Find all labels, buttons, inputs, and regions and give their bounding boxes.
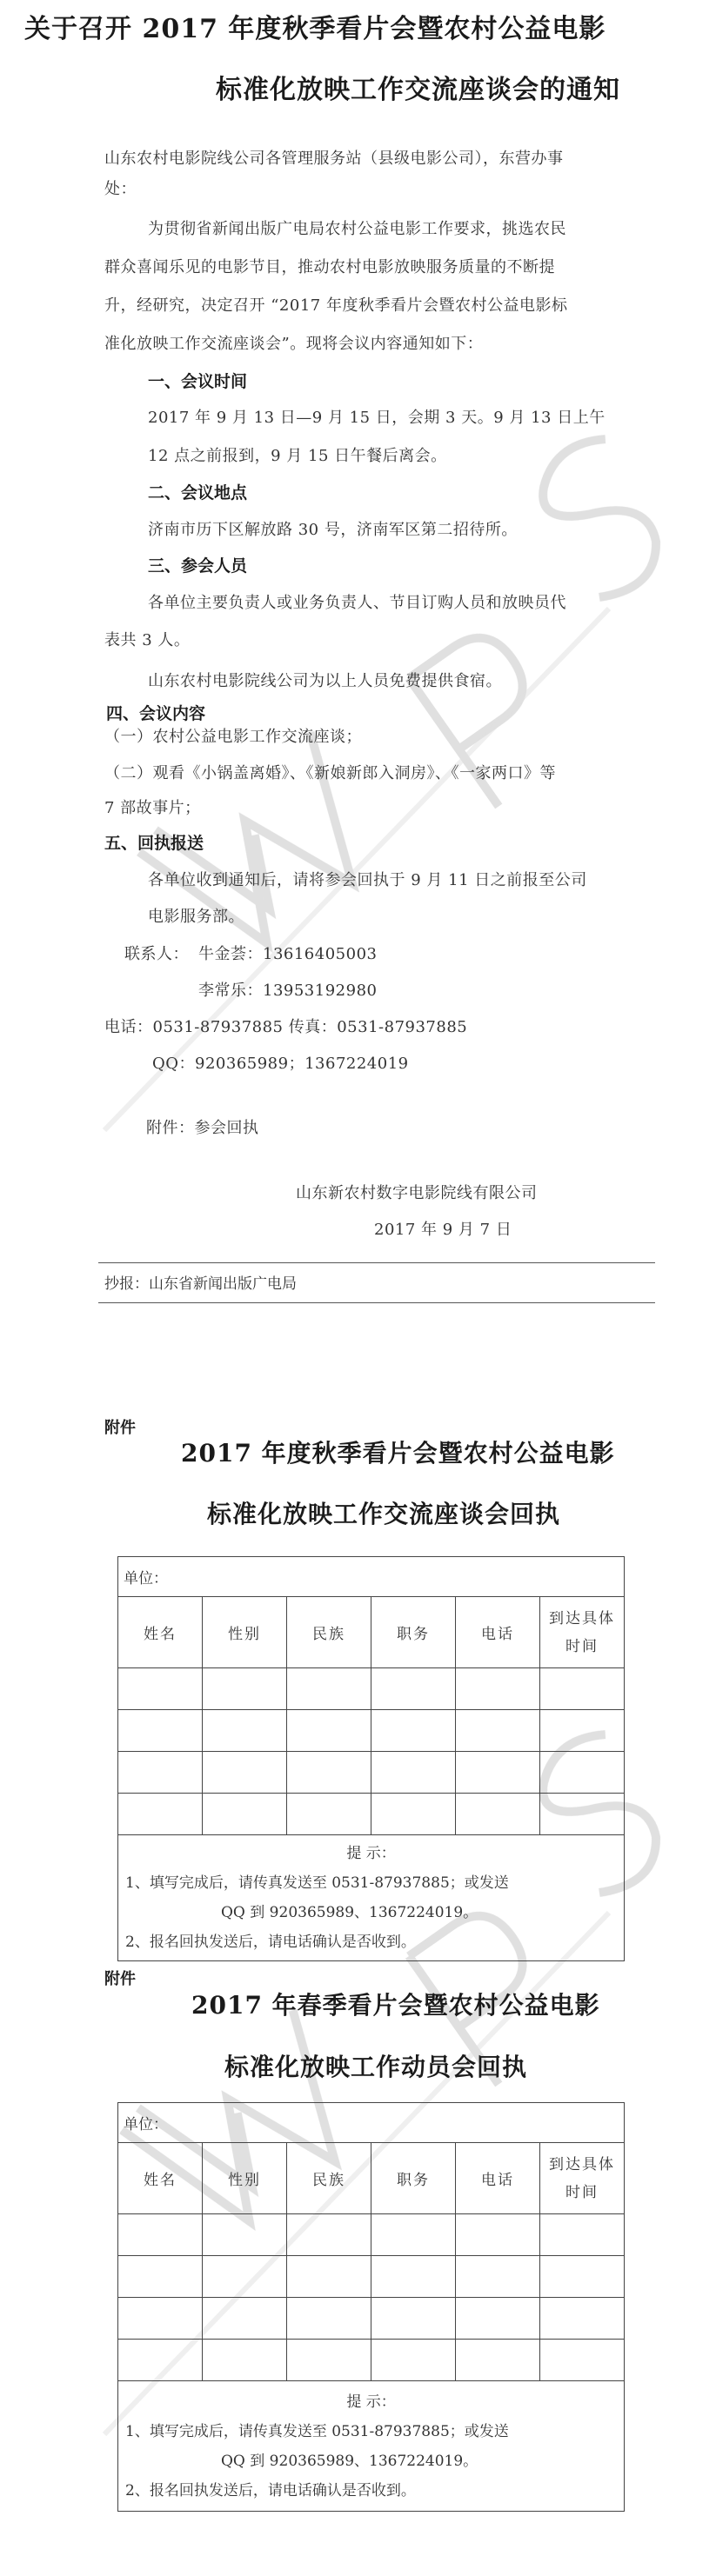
form2-cell[interactable]	[203, 2256, 287, 2298]
form2-cell[interactable]	[118, 2340, 203, 2381]
form2-cell[interactable]	[287, 2340, 371, 2381]
form2-cell[interactable]	[371, 2298, 456, 2340]
table-row	[118, 2340, 625, 2381]
form2-cell[interactable]	[371, 2214, 456, 2256]
form1-cell[interactable]	[118, 1794, 203, 1835]
form1-tips-label: 提 示：	[346, 1845, 396, 1862]
form2-cell[interactable]	[287, 2298, 371, 2340]
section-5-line1: 各单位收到通知后，请将参会回执于 9 月 11 日之前报至公司	[148, 871, 587, 889]
form2-cell[interactable]	[118, 2298, 203, 2340]
form2-cell[interactable]	[540, 2256, 625, 2298]
notice-title-line1: 关于召开 2017 年度秋季看片会暨农村公益电影	[24, 14, 606, 44]
form2-title-line2: 标准化放映工作动员会回执	[224, 2053, 528, 2081]
qq-line: QQ：920365989；1367224019	[152, 1055, 409, 1073]
section-1-line2: 12 点之前报到，9 月 15 日午餐后离会。	[148, 447, 447, 465]
signature-org: 山东新农村数字电影院线有限公司	[296, 1184, 538, 1202]
form2-cell[interactable]	[287, 2256, 371, 2298]
form1-cell[interactable]	[287, 1752, 371, 1794]
section-4-line3: 7 部故事片；	[104, 799, 201, 817]
form2-tip-2: 2、报名回执发送后，请电话确认是否收到。	[125, 2481, 416, 2499]
form2-header-position: 职务	[371, 2143, 456, 2214]
form1-tip-1: 1、填写完成后，请传真发送至 0531-87937885；或发送	[125, 1874, 509, 1892]
section-1-line1: 2017 年 9 月 13 日—9 月 15 日，会期 3 天。9 月 13 日上午	[148, 409, 606, 427]
form1-cell[interactable]	[287, 1710, 371, 1752]
form1-cell[interactable]	[540, 1794, 625, 1835]
form1-header-arrival	[540, 1597, 625, 1668]
form1-cell[interactable]	[456, 1752, 540, 1794]
section-4-line1: （一）农村公益电影工作交流座谈；	[104, 728, 362, 746]
form2-cell[interactable]	[118, 2214, 203, 2256]
form2-table	[117, 2102, 625, 2512]
section-3-line2: 表共 3 人。	[104, 631, 191, 649]
form1-cell[interactable]	[371, 1668, 456, 1710]
notice-title-line2: 标准化放映工作交流座谈会的通知	[216, 75, 620, 105]
form2-cell[interactable]	[287, 2214, 371, 2256]
form1-header-arrival-line2: 时间	[565, 1637, 599, 1655]
section-5-heading: 五、回执报送	[104, 834, 204, 853]
cc-line: 抄报：山东省新闻出版广电局	[104, 1275, 297, 1293]
form2-cell[interactable]	[456, 2298, 540, 2340]
form2-tips-cell	[118, 2381, 625, 2512]
form1-cell[interactable]	[371, 1752, 456, 1794]
form1-cell[interactable]	[203, 1710, 287, 1752]
section-5-line2: 电影服务部。	[148, 908, 244, 926]
contact-person-2: 李常乐：13953192980	[198, 982, 378, 1000]
section-2-heading: 二、会议地点	[148, 483, 248, 503]
form2-cell[interactable]	[203, 2298, 287, 2340]
form1-cell[interactable]	[371, 1710, 456, 1752]
form2-header-name: 姓名	[118, 2143, 203, 2214]
intro-line1: 为贯彻省新闻出版广电局农村公益电影工作要求，挑选农民	[148, 220, 566, 238]
form1-cell[interactable]	[540, 1752, 625, 1794]
addressee-line2: 处：	[104, 180, 137, 198]
section-1-heading: 一、会议时间	[148, 372, 248, 391]
form1-title-line2: 标准化放映工作交流座谈会回执	[207, 1500, 561, 1528]
form2-unit-cell[interactable]	[118, 2103, 625, 2143]
intro-line4: 准化放映工作交流座谈会”。现将会议内容通知如下：	[104, 335, 484, 353]
form1-cell[interactable]	[287, 1668, 371, 1710]
attachment-note: 附件：参会回执	[146, 1119, 259, 1137]
form2-cell[interactable]	[371, 2256, 456, 2298]
form1-header-ethnicity: 民族	[287, 1597, 371, 1668]
addressee-line1: 山东农村电影院线公司各管理服务站（县级电影公司），东营办事	[104, 150, 564, 168]
table-row	[118, 2214, 625, 2256]
section-3-heading: 三、参会人员	[148, 556, 248, 576]
contact-person-1: 牛金荟：13616405003	[198, 945, 378, 963]
signature-date: 2017 年 9 月 7 日	[374, 1221, 512, 1239]
table-row	[118, 1710, 625, 1752]
form1-unit-label: 单位：	[124, 1570, 168, 1588]
form2-cell[interactable]	[456, 2214, 540, 2256]
form1-cell[interactable]	[540, 1710, 625, 1752]
section-4-heading: 四、会议内容	[106, 704, 206, 723]
form1-cell[interactable]	[203, 1752, 287, 1794]
form2-attachment-tag: 附件	[104, 1970, 136, 1988]
form2-cell[interactable]	[456, 2340, 540, 2381]
form1-header-gender: 性别	[203, 1597, 287, 1668]
form1-tip-2: 2、报名回执发送后，请电话确认是否收到。	[125, 1934, 416, 1951]
form1-cell[interactable]	[118, 1668, 203, 1710]
form2-title-line1: 2017 年春季看片会暨农村公益电影	[191, 1991, 600, 2020]
form2-cell[interactable]	[540, 2214, 625, 2256]
form2-cell[interactable]	[371, 2340, 456, 2381]
intro-line2: 群众喜闻乐见的电影节目，推动农村电影放映服务质量的不断提	[104, 258, 555, 276]
table-row	[118, 1752, 625, 1794]
form1-tips-cell	[118, 1835, 625, 1961]
form1-cell[interactable]	[371, 1794, 456, 1835]
form1-cell[interactable]	[203, 1668, 287, 1710]
section-3-line1: 各单位主要负责人或业务负责人、节目订购人员和放映员代	[148, 594, 566, 612]
form2-tip-1b: QQ 到 920365989、1367224019。	[221, 2452, 478, 2470]
form2-unit-label: 单位：	[124, 2116, 168, 2133]
table-row	[118, 1794, 625, 1835]
cc-top-rule	[98, 1262, 655, 1263]
contact-label: 联系人：	[124, 945, 189, 963]
form1-table	[117, 1556, 625, 1961]
form1-header-arrival-line1: 到达具体	[549, 1609, 616, 1627]
form1-attachment-tag: 附件	[104, 1419, 136, 1437]
form2-cell[interactable]	[456, 2256, 540, 2298]
form1-cell[interactable]	[118, 1752, 203, 1794]
phone-fax-line: 电话：0531-87937885 传真：0531-87937885	[104, 1018, 468, 1036]
form2-cell[interactable]	[540, 2340, 625, 2381]
form1-cell[interactable]	[203, 1794, 287, 1835]
form2-cell[interactable]	[203, 2214, 287, 2256]
form2-header-arrival-line1: 到达具体	[549, 2155, 616, 2173]
section-2-line1: 济南市历下区解放路 30 号，济南军区第二招待所。	[148, 521, 518, 539]
form1-unit-cell[interactable]	[118, 1557, 625, 1597]
form1-cell[interactable]	[118, 1710, 203, 1752]
form1-cell[interactable]	[287, 1794, 371, 1835]
form1-cell[interactable]	[456, 1794, 540, 1835]
form1-cell[interactable]	[456, 1668, 540, 1710]
form1-cell[interactable]	[540, 1668, 625, 1710]
form2-cell[interactable]	[203, 2340, 287, 2381]
form1-header-position: 职务	[371, 1597, 456, 1668]
section-3-line3: 山东农村电影院线公司为以上人员免费提供食宿。	[148, 672, 502, 690]
form2-tip-1: 1、填写完成后，请传真发送至 0531-87937885；或发送	[125, 2422, 509, 2440]
form1-tip-1b: QQ 到 920365989、1367224019。	[221, 1904, 478, 1921]
table-row	[118, 2298, 625, 2340]
intro-line3: 升，经研究，决定召开 “2017 年度秋季看片会暨农村公益电影标	[104, 296, 568, 315]
table-row	[118, 2256, 625, 2298]
form2-header-ethnicity: 民族	[287, 2143, 371, 2214]
form1-title-line1: 2017 年度秋季看片会暨农村公益电影	[181, 1439, 615, 1468]
cc-bottom-rule	[98, 1302, 655, 1303]
form2-header-arrival	[540, 2143, 625, 2214]
form1-cell[interactable]	[456, 1710, 540, 1752]
form2-header-arrival-line2: 时间	[565, 2183, 599, 2201]
form2-header-phone: 电话	[456, 2143, 540, 2214]
table-row	[118, 1668, 625, 1710]
section-4-line2: （二）观看《小锅盖离婚》、《新娘新郎入洞房》、《一家两口》等	[104, 764, 556, 782]
form1-header-name: 姓名	[118, 1597, 203, 1668]
form2-tips-label: 提 示：	[346, 2393, 396, 2411]
form1-header-phone: 电话	[456, 1597, 540, 1668]
form2-cell[interactable]	[118, 2256, 203, 2298]
form2-header-gender: 性别	[203, 2143, 287, 2214]
form2-cell[interactable]	[540, 2298, 625, 2340]
